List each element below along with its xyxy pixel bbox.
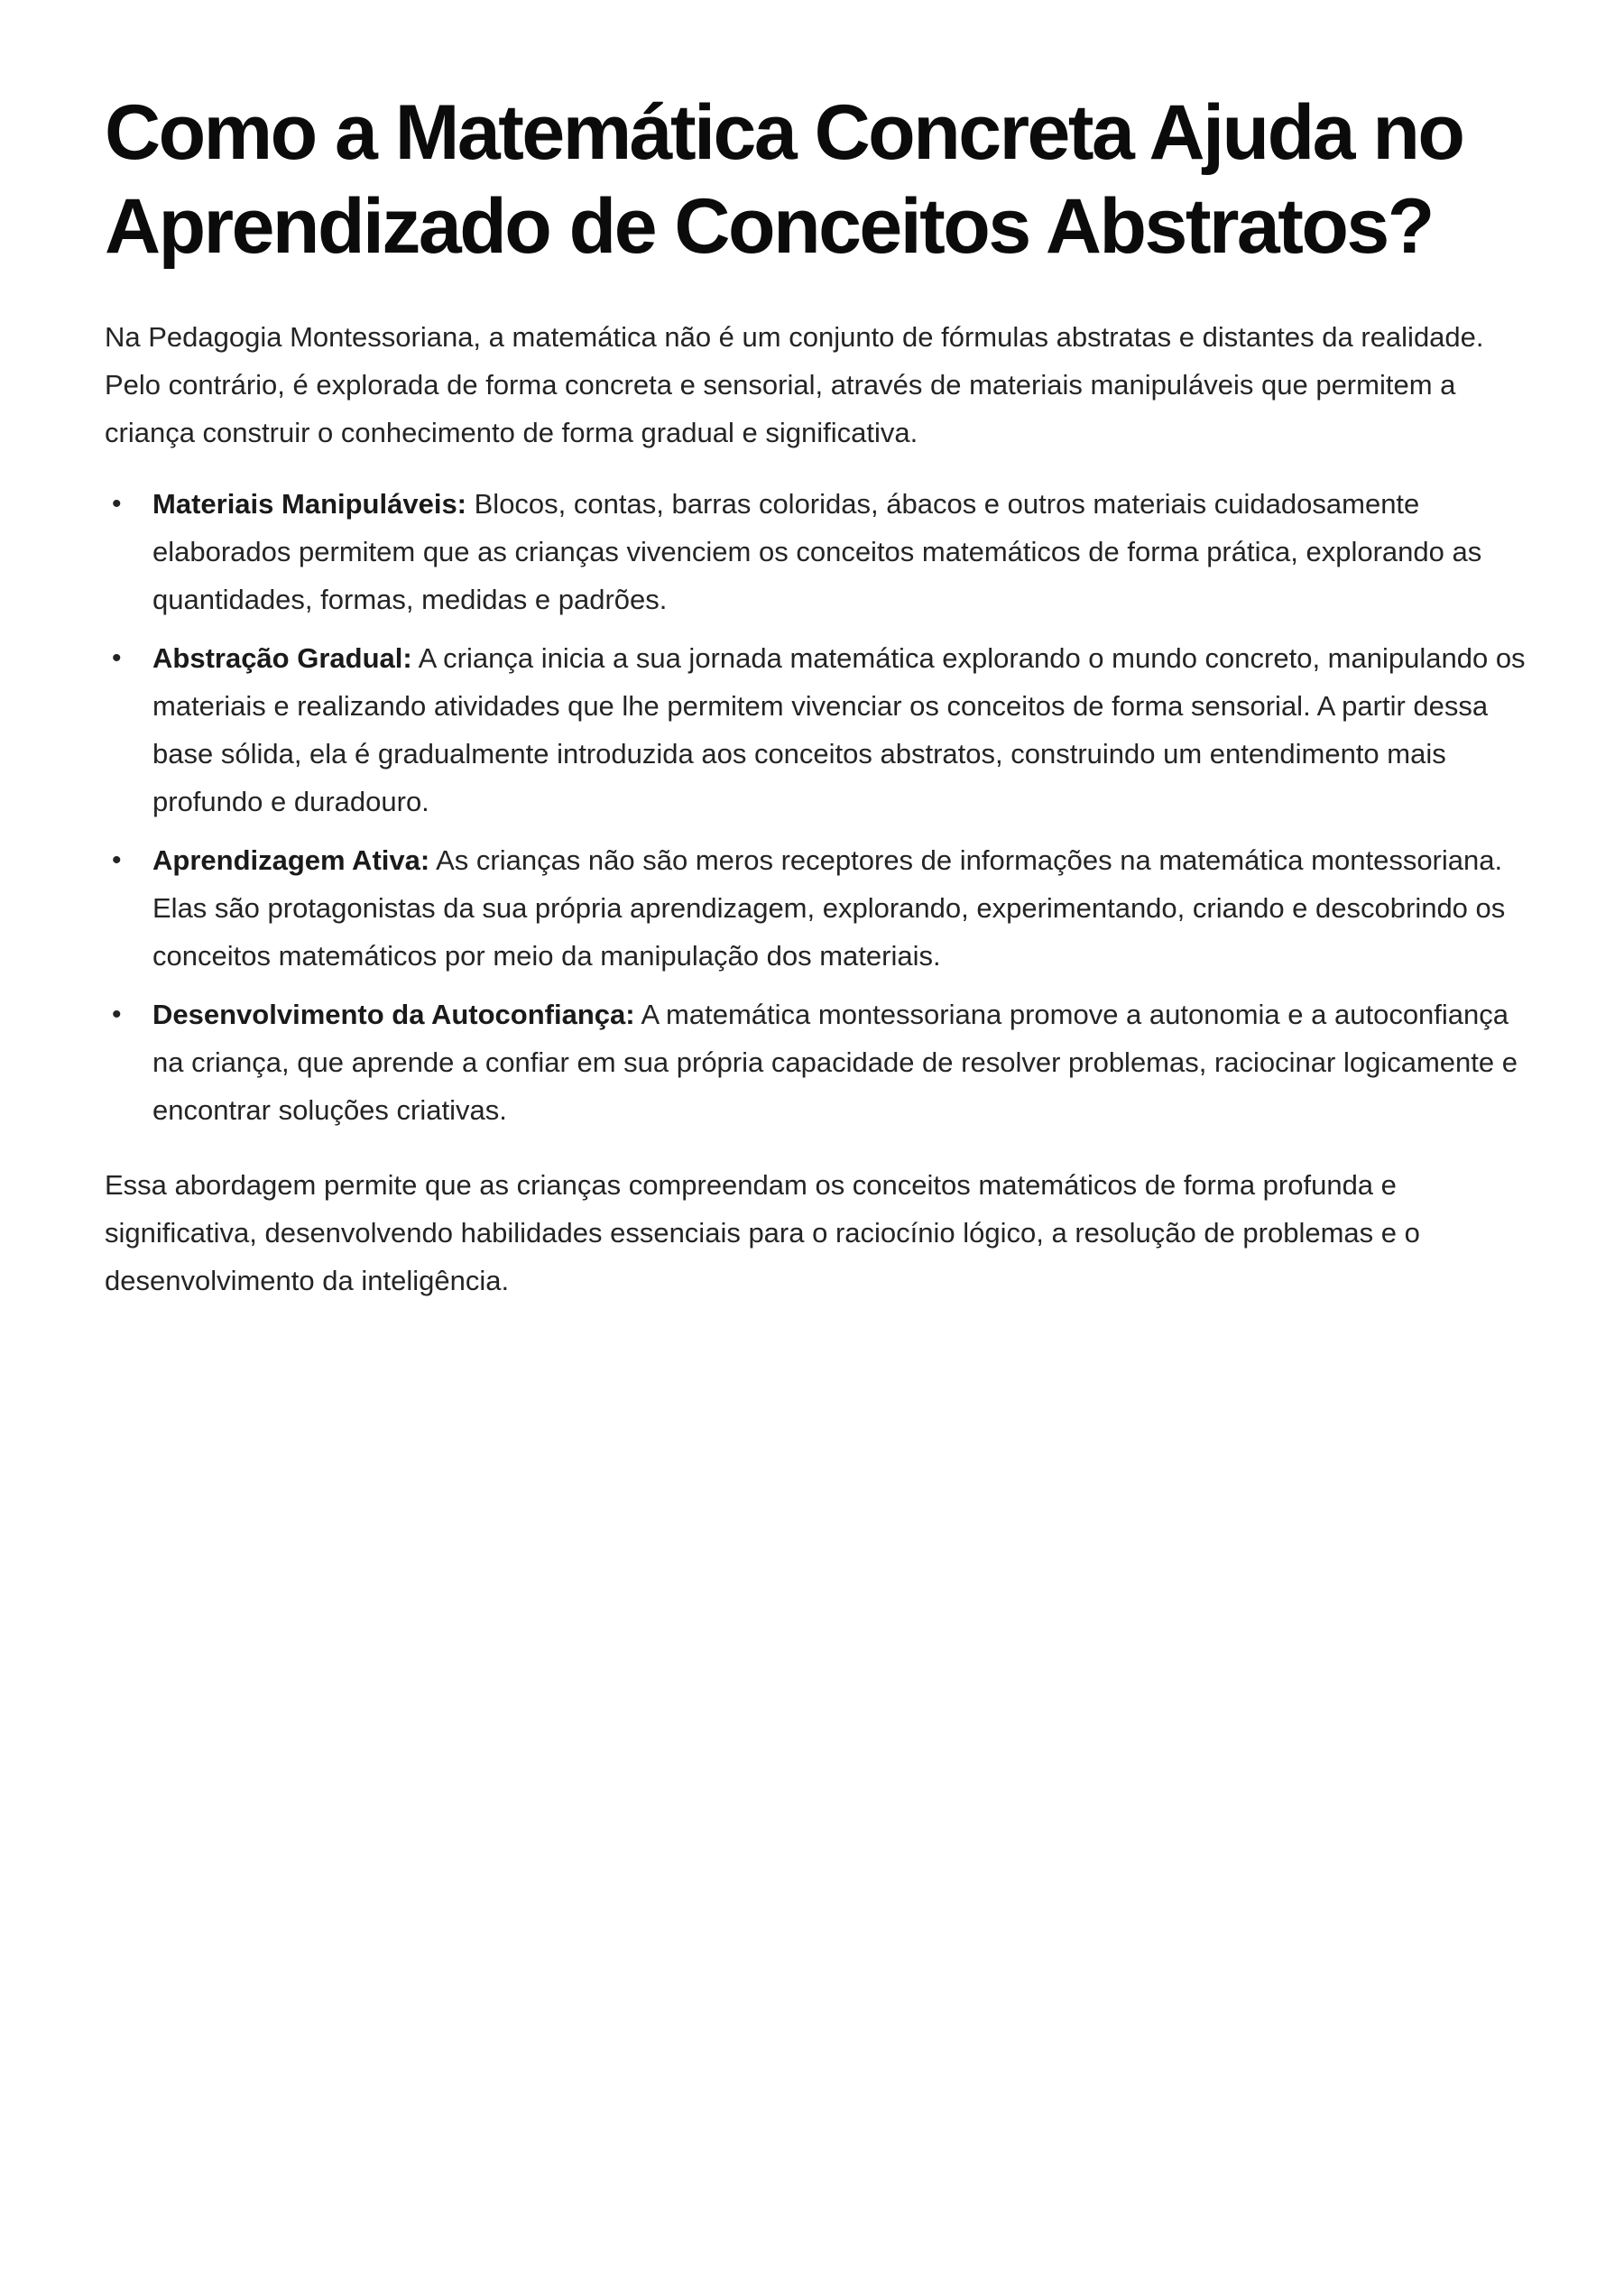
list-item-term: Desenvolvimento da Autoconfiança: xyxy=(152,999,635,1030)
list-item xyxy=(105,991,1534,1134)
list-item xyxy=(105,836,1534,980)
intro-paragraph: Na Pedagogia Montessoriana, a matemática não é um conjunto de fórmulas abstratas e distantes da realidade. Pelo contrário, é explorada de forma concreta e sensorial, através de materiais manipuláveis que permitem a criança construir o conhecimento de forma gradual e significativa. xyxy=(105,321,1484,448)
bullet-icon: • xyxy=(112,845,122,875)
bullet-icon: • xyxy=(112,489,122,519)
list-item xyxy=(105,634,1534,825)
list-item-text: A criança inicia a sua jornada matemática explorando o mundo concreto, manipulando os materiais e realizando atividades que lhe permitem vivenciar os conceitos de forma sensorial. A partir dessa base sólida, ela é gradualmente introduzida aos conceitos abstratos, construindo um entendimento mais profundo e duradouro. xyxy=(152,642,1526,817)
list-item xyxy=(105,480,1534,623)
bullet-list xyxy=(105,480,1534,1134)
bullet-icon: • xyxy=(112,1000,122,1029)
conclusion-paragraph: Essa abordagem permite que as crianças compreendam os conceitos matemáticos de forma profunda e significativa, desenvolvendo habilidades essenciais para o raciocínio lógico, a resolução de problemas e o desenvolvimento da inteligência. xyxy=(105,1169,1420,1296)
list-item-text: As crianças não são meros receptores de informações na matemática montessoriana. Elas são protagonistas da sua própria aprendizagem, explorando, experimentando, criando e descobrindo os conceitos matemáticos por meio da manipulação dos materiais. xyxy=(152,844,1506,972)
list-item-text: Blocos, contas, barras coloridas, ábacos e outros materiais cuidadosamente elaborados permitem que as crianças vivenciem os conceitos matemáticos de forma prática, explorando as quantidades, formas, medidas e padrões. xyxy=(152,488,1482,615)
list-item-term: Materiais Manipuláveis: xyxy=(152,488,467,520)
list-item-text: A matemática montessoriana promove a autonomia e a autoconfiança na criança, que aprende a confiar em sua própria capacidade de resolver problemas, raciocinar logicamente e encontrar soluções criativas. xyxy=(152,999,1518,1126)
document-page xyxy=(105,86,1534,1304)
page-title: Como a Matemática Concreta Ajuda no Aprendizado de Conceitos Abstratos? xyxy=(105,89,1463,270)
bullet-icon: • xyxy=(112,643,122,673)
list-item-term: Aprendizagem Ativa: xyxy=(152,844,430,876)
list-item-term: Abstração Gradual: xyxy=(152,642,412,674)
